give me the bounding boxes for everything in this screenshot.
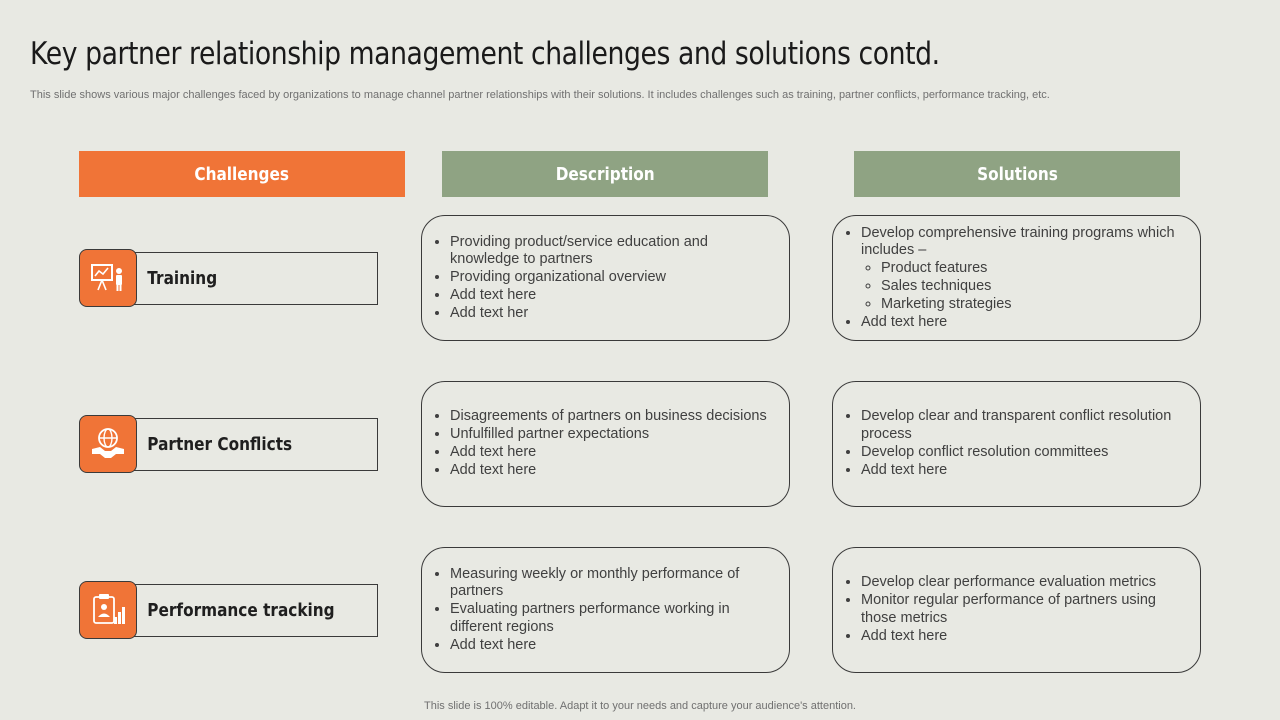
description-card-training [421,215,790,341]
list-item: • Add text here [450,462,775,480]
list-item: • Add text here [861,314,1186,332]
sub-list-item: ◦ Product features [881,260,1186,278]
list-item: • Add text here [450,637,775,655]
header-challenges: Challenges [79,151,405,197]
challenge-label: Partner Conflicts [147,434,293,455]
header-description: Description [442,151,768,197]
globe-handshake-icon [79,415,137,473]
clipboard-chart-icon [79,581,137,639]
list-item: • Develop conflict resolution committees [861,444,1186,462]
list-item: • Providing product/service education and knowledge to partners [450,234,775,270]
list-item: • Add text here [450,444,775,462]
list-item: • Add text her [450,305,775,323]
page-subtitle: This slide shows various major challenges faced by organizations to manage channel partner relationships with their solutions. It includes challenges such as training, partner conflicts, performance tracking, etc. [30,89,1050,101]
description-card-partner-conflicts [421,381,790,507]
footer-note: This slide is 100% editable. Adapt it to your needs and capture your audience's attention. [424,700,856,712]
list-item: • Add text here [861,462,1186,480]
list-item: • Monitor regular performance of partners using those metrics [861,592,1186,628]
challenge-training [132,252,378,305]
challenge-label: Performance tracking [147,600,335,621]
list-item: • Unfulfilled partner expectations [450,426,775,444]
list-item: • Add text here [450,287,775,305]
solution-card-partner-conflicts [832,381,1201,507]
page-title: Key partner relationship management challenges and solutions contd. [30,36,940,72]
sub-list-item: ◦ Sales techniques [881,278,1186,296]
list-item: • Develop clear and transparent conflict resolution process [861,408,1186,444]
list-item: • Measuring weekly or monthly performance of partners [450,566,775,602]
list-item: • Develop clear performance evaluation metrics [861,574,1186,592]
challenge-performance-tracking [132,584,378,637]
challenge-label: Training [147,268,218,289]
presentation-trainer-icon [79,249,137,307]
solution-card-training [832,215,1201,341]
list-item: • Evaluating partners performance working in different regions [450,601,775,637]
challenge-partner-conflicts [132,418,378,471]
solution-card-performance-tracking [832,547,1201,673]
list-item [861,225,1186,314]
description-card-performance-tracking [421,547,790,673]
list-item: • Add text here [861,628,1186,646]
sub-list-item: ◦ Marketing strategies [881,296,1186,314]
header-solutions: Solutions [854,151,1180,197]
list-item: • Disagreements of partners on business decisions [450,408,775,426]
list-item-text: Develop comprehensive training programs which includes – [861,224,1175,259]
list-item: • Providing organizational overview [450,269,775,287]
